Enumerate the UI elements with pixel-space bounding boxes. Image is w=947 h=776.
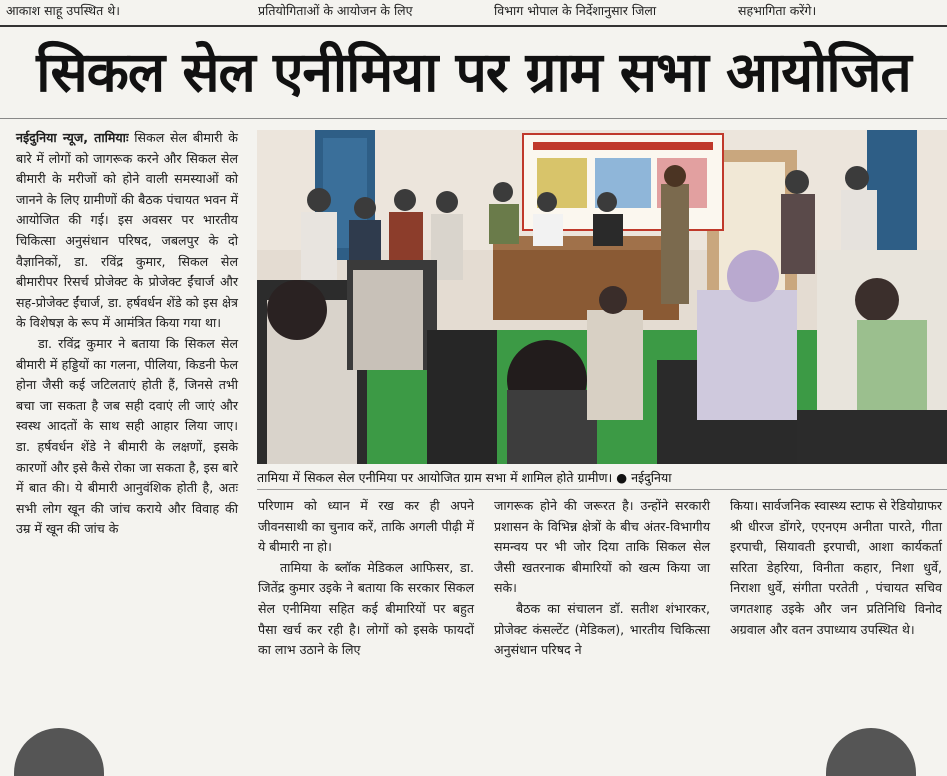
headline-rule <box>0 118 947 119</box>
strip-text-mid2: विभाग भोपाल के निर्देशानुसार जिला <box>494 3 657 18</box>
article-column-1 <box>16 128 238 540</box>
column1-paragraph-1: सिकल सेल बीमारी के बारे में लोगों को जागरूक करने और सिकल सेल बीमारी के मरीजों को होने वाली समस्याओं को जानने के लिए ग्रामीणों की बैठक पंचायत भवन में आयोजित की गई। इस अवसर पर भारतीय चिकित्सा अनुसंधान परिषद, जबलपुर के दो वैज्ञानिकों, डा. रविंद्र कुमार, सिकल सेल बीमारीपर रिसर्च प्रोजेक्ट के प्रोजेक्ट ईंचार्ज और सह-प्रोजेक्ट ईंचार्ज, डा. हर्षवर्धन शेंडे को इस क्षेत्र के विशेषज्ञ के रूप में आमंत्रित किया गया था। <box>16 130 238 331</box>
previous-article-strip <box>0 0 947 26</box>
column2-paragraph-1: परिणाम को ध्यान में रख कर ही अपने जीवनसाथी का चुनाव करें, ताकि अगली पीढ़ी में ये बीमारी ना हो। <box>258 498 474 555</box>
column3-paragraph-2: बैठक का संचालन डॉ. सतीश शंभारकर, प्रोजेक्ट कंसल्टेंट (मेडिकल), भारतीय चिकित्सा अनुसंधान परिषद ने <box>494 600 710 658</box>
column1-paragraph-2: डा. रविंद्र कुमार ने बताया कि सिकल सेल बीमारी में हड्डियों का गलना, पीलिया, किडनी फेल होना जैसी कई जटिलताएं होती हैं, जिनसे तभी बचा जा सकता है जब सही दवाएं ली जाएं और स्वस्थ आदतों के साथ सही आहार लिया जाए। डा. हर्षवर्धन शेंडे ने बीमारी के लक्षणों, इसके कारणों और इसे कैसे रोका जा सकता है, इस बारे में बात की। ये बीमारी आनुवंशिक होती है, अतः सभी लोग खून की जांच कराये और विवाह की उम्र में खून की जांच के <box>16 335 238 537</box>
bottom-edge-shape-left <box>14 728 104 776</box>
top-rule <box>0 25 947 27</box>
strip-text-right: सहभागिता करेंगे। <box>738 3 817 18</box>
article-column-3 <box>494 496 710 661</box>
photo-caption: तामिया में सिकल सेल एनीमिया पर आयोजित ग्राम सभा में शामिल होते ग्रामीण। ● नईदुनिया <box>257 467 947 490</box>
column4-paragraph-1: किया। सार्वजनिक स्वास्थ्य स्टाफ से रेडियोग्राफर श्री धीरज डोंगरे, एएनएम अनीता पारते, गीता इरपाची, सियावती इरपाची, आशा कार्यकर्ता सरिता डेहरिया, विनीता कहार, निशा धुर्वे, निराशा धुर्वे, संगीता परतेती , पंचायत सचिव जगतशाह उइके और जन प्रतिनिधि विनोद अग्रवाल और वतन उपाध्याय उपस्थित थे। <box>730 498 942 637</box>
news-photo <box>257 130 947 464</box>
article-column-4 <box>730 496 942 640</box>
bottom-edge-shape-right <box>826 728 916 776</box>
article-column-2 <box>258 496 474 661</box>
column3-paragraph-1: जागरूक होने की जरूरत है। उन्होंने सरकारी प्रशासन के विभिन्न क्षेत्रों के बीच अंतर-विभागीय समन्वय पर भी जोर दिया ताकि सिकल सेल जैसी खतरनाक बीमारियों को खत्म किया जा सके। <box>494 498 710 596</box>
dateline: नईदुनिया न्यूज, तामियाः <box>16 130 129 145</box>
column2-paragraph-2: तामिया के ब्लॉक मेडिकल आफिसर, डा. जितेंद्र कुमार उइके ने बताया कि सरकार सिकल सेल एनीमिया सहित कई बीमारियों पर बहुत पैसा खर्च कर रही है। लोगों को इसके फायदों का लाभ उठाने के लिए <box>258 559 474 658</box>
strip-text-left: आकाश साहू उपस्थित थे। <box>6 3 120 18</box>
strip-text-mid: प्रतियोगिताओं के आयोजन के लिए <box>258 3 413 18</box>
headline: सिकल सेल एनीमिया पर ग्राम सभा आयोजित <box>36 40 911 104</box>
photo-illustration <box>257 130 947 464</box>
